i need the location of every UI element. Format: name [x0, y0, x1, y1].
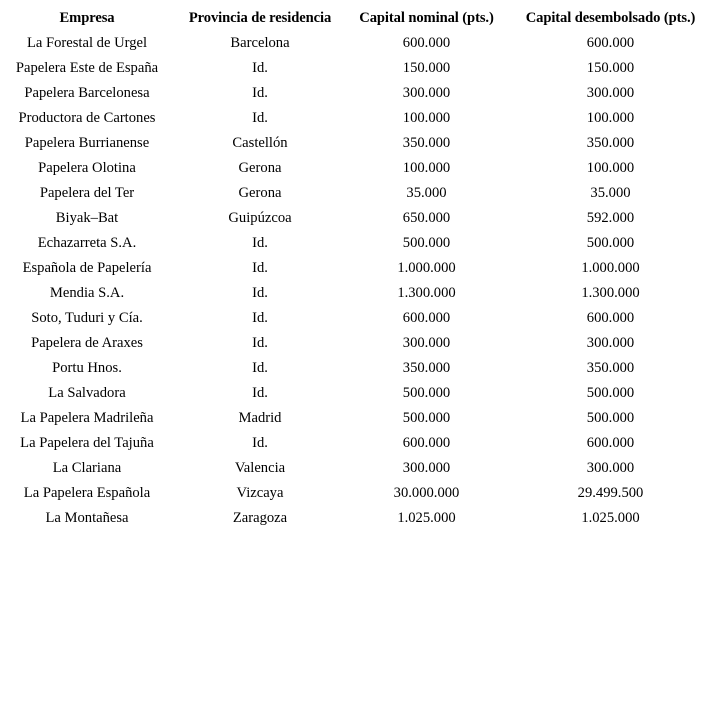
- cell-nominal: 100.000: [402, 160, 451, 176]
- cell-empresa: La Papelera Española: [23, 485, 151, 501]
- cell-provincia: Gerona: [238, 160, 282, 176]
- cell-desembolsado: 600.000: [586, 35, 635, 51]
- cell-nominal: 1.025.000: [397, 510, 456, 526]
- cell-provincia: Id.: [252, 360, 268, 376]
- cell-empresa: La Papelera Madrileña: [20, 410, 154, 426]
- cell-desembolsado: 500.000: [586, 385, 635, 401]
- cell-desembolsado: 100.000: [586, 110, 635, 126]
- cell-desembolsado: 592.000: [586, 210, 635, 226]
- table-row: [0, 106, 714, 131]
- table-row: [0, 456, 714, 481]
- cell-provincia: Id.: [252, 285, 268, 301]
- cell-empresa: Echazarreta S.A.: [37, 235, 137, 251]
- table-row: [0, 181, 714, 206]
- cell-nominal: 500.000: [402, 410, 451, 426]
- cell-nominal: 600.000: [402, 310, 451, 326]
- cell-nominal: 500.000: [402, 235, 451, 251]
- table-row: [0, 56, 714, 81]
- cell-nominal: 300.000: [402, 460, 451, 476]
- cell-desembolsado: 1.000.000: [581, 260, 640, 276]
- table-body: [0, 31, 714, 531]
- cell-nominal: 600.000: [402, 35, 451, 51]
- cell-provincia: Barcelona: [230, 35, 290, 51]
- cell-provincia: Id.: [252, 60, 268, 76]
- cell-provincia: Id.: [252, 385, 268, 401]
- column-header-capital-desembolsado: Capital desembolsado (pts.): [525, 10, 696, 26]
- cell-empresa: Papelera Burrianense: [24, 135, 150, 151]
- column-header-empresa: Empresa: [59, 10, 115, 26]
- table-row: [0, 206, 714, 231]
- table-row: [0, 506, 714, 531]
- cell-empresa: Española de Papelería: [22, 260, 152, 276]
- header-row: [0, 0, 714, 31]
- column-header-provincia: Provincia de residencia: [188, 10, 332, 26]
- cell-nominal: 100.000: [402, 110, 451, 126]
- cell-empresa: Papelera Barcelonesa: [24, 85, 150, 101]
- cell-provincia: Gerona: [238, 185, 282, 201]
- cell-desembolsado: 600.000: [586, 310, 635, 326]
- cell-empresa: Portu Hnos.: [52, 360, 122, 376]
- table-row: [0, 431, 714, 456]
- cell-provincia: Id.: [252, 110, 268, 126]
- cell-desembolsado: 100.000: [586, 160, 635, 176]
- cell-provincia: Castellón: [232, 135, 288, 151]
- cell-desembolsado: 350.000: [586, 360, 635, 376]
- cell-provincia: Id.: [252, 260, 268, 276]
- cell-empresa: Productora de Cartones: [18, 110, 156, 126]
- cell-desembolsado: 150.000: [586, 60, 635, 76]
- cell-empresa: Papelera Este de España: [15, 60, 159, 76]
- cell-desembolsado: 350.000: [586, 135, 635, 151]
- table-row: [0, 481, 714, 506]
- cell-empresa: Papelera de Araxes: [31, 335, 143, 351]
- cell-desembolsado: 35.000: [590, 185, 631, 201]
- cell-nominal: 150.000: [402, 60, 451, 76]
- cell-empresa: La Montañesa: [45, 510, 129, 526]
- cell-provincia: Id.: [252, 435, 268, 451]
- cell-provincia: Guipúzcoa: [228, 210, 292, 226]
- cell-empresa: Papelera Olotina: [38, 160, 136, 176]
- cell-empresa: La Clariana: [52, 460, 122, 476]
- cell-nominal: 300.000: [402, 335, 451, 351]
- cell-nominal: 600.000: [402, 435, 451, 451]
- table-row: [0, 81, 714, 106]
- cell-nominal: 300.000: [402, 85, 451, 101]
- cell-desembolsado: 300.000: [586, 460, 635, 476]
- cell-desembolsado: 500.000: [586, 235, 635, 251]
- cell-empresa: La Salvadora: [48, 385, 126, 401]
- cell-provincia: Vizcaya: [236, 485, 284, 501]
- table-row: [0, 156, 714, 181]
- table-row: [0, 331, 714, 356]
- table-row: [0, 256, 714, 281]
- cell-provincia: Madrid: [238, 410, 282, 426]
- column-header-capital-nominal: Capital nominal (pts.): [359, 10, 494, 26]
- cell-desembolsado: 600.000: [586, 435, 635, 451]
- table-header: [0, 0, 714, 31]
- cell-desembolsado: 1.025.000: [581, 510, 640, 526]
- cell-provincia: Id.: [252, 310, 268, 326]
- cell-provincia: Id.: [252, 235, 268, 251]
- cell-desembolsado: 29.499.500: [577, 485, 644, 501]
- cell-desembolsado: 300.000: [586, 85, 635, 101]
- table-row: [0, 31, 714, 56]
- cell-nominal: 500.000: [402, 385, 451, 401]
- cell-empresa: Mendia S.A.: [49, 285, 125, 301]
- cell-nominal: 1.300.000: [397, 285, 456, 301]
- cell-empresa: Biyak–Bat: [55, 210, 119, 226]
- cell-provincia: Valencia: [234, 460, 286, 476]
- table-row: [0, 381, 714, 406]
- table-row: [0, 131, 714, 156]
- cell-nominal: 35.000: [406, 185, 447, 201]
- cell-nominal: 30.000.000: [393, 485, 460, 501]
- cell-desembolsado: 1.300.000: [581, 285, 640, 301]
- cell-nominal: 350.000: [402, 135, 451, 151]
- cell-provincia: Id.: [252, 85, 268, 101]
- cell-desembolsado: 500.000: [586, 410, 635, 426]
- page-whitespace: [0, 531, 714, 699]
- cell-provincia: Zaragoza: [232, 510, 288, 526]
- cell-desembolsado: 300.000: [586, 335, 635, 351]
- cell-provincia: Id.: [252, 335, 268, 351]
- cell-nominal: 650.000: [402, 210, 451, 226]
- cell-empresa: Soto, Tuduri y Cía.: [31, 310, 143, 326]
- table-row: [0, 306, 714, 331]
- cell-nominal: 1.000.000: [397, 260, 456, 276]
- table-row: [0, 356, 714, 381]
- cell-empresa: La Papelera del Tajuña: [20, 435, 154, 451]
- cell-empresa: Papelera del Ter: [39, 185, 135, 201]
- cell-empresa: La Forestal de Urgel: [26, 35, 148, 51]
- table-row: [0, 406, 714, 431]
- table-row: [0, 281, 714, 306]
- cell-nominal: 350.000: [402, 360, 451, 376]
- table-row: [0, 231, 714, 256]
